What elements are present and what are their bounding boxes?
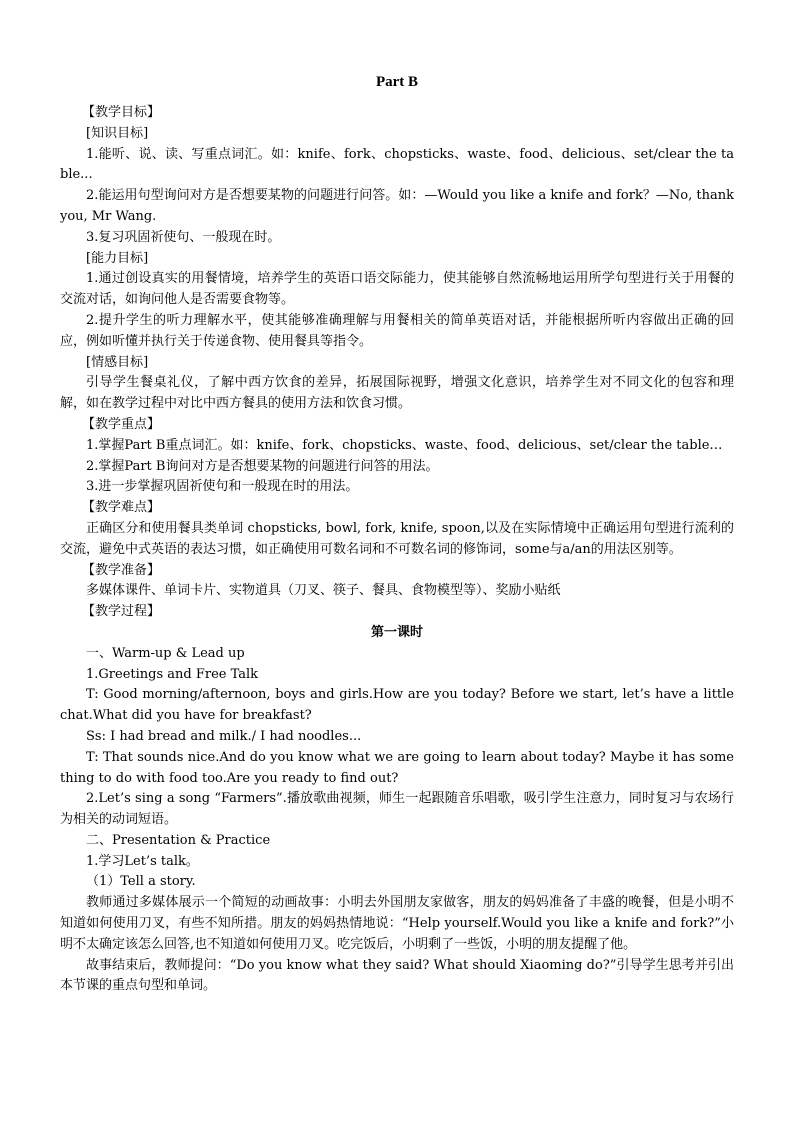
emotion-item-1: 引导学生餐桌礼仪，了解中西方饮食的差异，拓展国际视野，增强文化意识，培养学生对不同文化的包容和理解，如在教学过程中对比中西方餐具的使用方法和饮食习惯。 <box>60 375 734 412</box>
presentation-heading: 二、Presentation & Practice <box>86 832 271 848</box>
difficulty-item-1: 正确区分和使用餐具类单词 chopsticks, bowl, fork, knife, spoon,以及在实际情境中正确运用句型进行流利的交流，避免中式英语的表达习惯，如正确使用可数名词和不可数名词的修饰词，some与a/an的用法区别等。 <box>60 520 734 557</box>
ability-item-1: 1.通过创设真实的用餐情境，培养学生的英语口语交际能力，使其能够自然流畅地运用所学句型进行关于用餐的交流对话，如询问他人是否需要食物等。 <box>60 271 734 308</box>
key-point-3: 3.进一步掌握巩固祈使句和一般现在时的用法。 <box>86 479 359 495</box>
knowledge-item-1: 1.能听、说、读、写重点词汇。如：knife、fork、chopsticks、waste、food、delicious、set/clear the table... <box>60 146 734 183</box>
story-heading: （1）Tell a story. <box>86 874 196 890</box>
students-line-1: Ss: I had bread and milk./ I had noodles... <box>86 728 362 744</box>
key-point-2: 2.掌握Part B询问对方是否想要某物的问题进行问答的用法。 <box>86 458 439 474</box>
page-title: Part B <box>375 74 419 90</box>
greetings-heading: 1.Greetings and Free Talk <box>86 666 259 682</box>
key-points-heading: 【教学重点】 <box>82 416 161 432</box>
emotion-heading: [情感目标] <box>86 354 149 370</box>
knowledge-item-2: 2.能运用句型询问对方是否想要某物的问题进行问答。如：—Would you like a knife and fork？—No, thank you, Mr Wang. <box>60 188 734 224</box>
warmup-heading: 一、Warm-up & Lead up <box>86 645 245 661</box>
difficulty-heading: 【教学难点】 <box>82 500 161 516</box>
process-heading: 【教学过程】 <box>82 604 161 620</box>
talk-heading: 1.学习Let’s talk。 <box>86 853 199 869</box>
story-paragraph-2: 故事结束后，教师提问：“Do you know what they said? What should Xiaoming do?”引导学生思考并引出本节课的重点句型和单词。 <box>60 957 734 994</box>
teacher-line-1: T: Good morning/afternoon, boys and girls.How are you today? Before we start, let’s have a little chat.What did you have for breakfast? <box>60 687 734 724</box>
lesson-heading: 第一课时 <box>370 624 423 640</box>
teacher-line-2: T: That sounds nice.And do you know what we are going to learn about today? Maybe it has something to do with food too.Are you ready to find out? <box>60 749 734 786</box>
preparation-item-1: 多媒体课件、单词卡片、实物道具（刀叉、筷子、餐具、食物模型等）、奖励小贴纸 <box>86 583 561 599</box>
song-activity: 2.Let’s sing a song “Farmers”.播放歌曲视频，师生一起跟随音乐唱歌，吸引学生注意力，同时复习与农场行为相关的动词短语。 <box>60 791 734 828</box>
knowledge-heading: [知识目标] <box>86 125 149 141</box>
key-point-1: 1.掌握Part B重点词汇。如：knife、fork、chopsticks、waste、food、delicious、set/clear the table… <box>86 437 723 453</box>
story-paragraph-1: 教师通过多媒体展示一个简短的动画故事：小明去外国朋友家做客，朋友的妈妈准备了丰盛的晚餐，但是小明不知道如何使用刀叉，有些不知所措。朋友的妈妈热情地说：“Help yourself.Would you like a knife and fork?”小明不太确定该怎么回答,也不知道如何使用刀叉。吃完饭后，小明剩了一些饭，小明的朋友提醒了他。 <box>60 895 734 952</box>
ability-heading: [能力目标] <box>86 250 149 266</box>
ability-item-2: 2.提升学生的听力理解水平，使其能够准确理解与用餐相关的简单英语对话，并能根据所听内容做出正确的回应，例如听懂并执行关于传递食物、使用餐具等指令。 <box>60 312 734 349</box>
goals-heading: 【教学目标】 <box>82 105 161 120</box>
knowledge-item-3: 3.复习巩固祈使句、一般现在时。 <box>86 229 281 245</box>
document-body <box>60 103 734 997</box>
preparation-heading: 【教学准备】 <box>82 562 161 578</box>
